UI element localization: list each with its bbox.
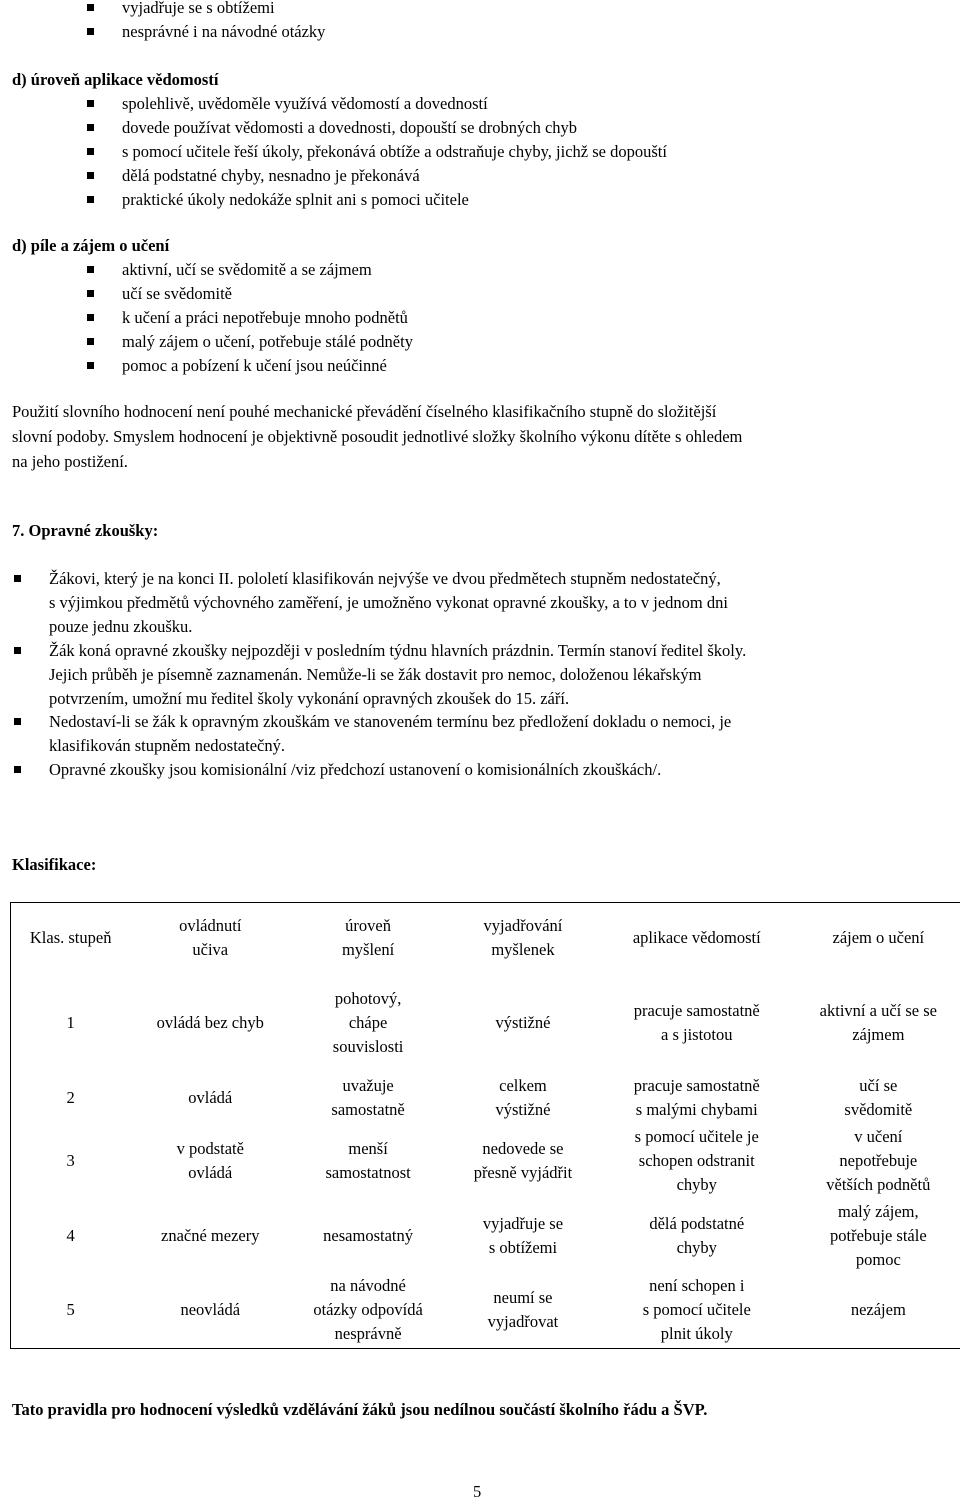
- table-row: [11, 973, 960, 1073]
- list-item: dělá podstatné chyby, nesnadno je překonává: [122, 164, 420, 188]
- table-cell: 1: [11, 973, 131, 1073]
- list-item: aktivní, učí se svědomitě a se zájmem: [122, 258, 372, 282]
- list-item: s pomocí učitele řeší úkoly, překonává obtíže a odstraňuje chyby, jichž se dopouští: [122, 140, 667, 164]
- bullet-icon: [87, 196, 94, 203]
- table-cell: menší samostatnost: [290, 1123, 446, 1199]
- bullet-icon: [87, 4, 94, 11]
- table-cell: malý zájem, potřebuje stále pomoc: [794, 1199, 960, 1273]
- table-cell: není schopen i s pomocí učitele plnit úkoly: [600, 1273, 794, 1349]
- header-ovladnuti-uciva: ovládnutí učiva: [130, 903, 290, 973]
- table-row: [11, 1073, 960, 1123]
- list-item: učí se svědomitě: [122, 282, 232, 306]
- bullet-icon: [87, 100, 94, 107]
- list-item-continuation: s výjimkou předmětů výchovného zaměření, je umožněno vykonat opravné zkoušky, a to v jednom dni: [49, 591, 728, 615]
- table-row: [11, 1123, 960, 1199]
- header-klas-stupen: Klas. stupeň: [11, 903, 131, 973]
- table-cell: pohotový, chápe souvislosti: [290, 973, 446, 1073]
- paragraph-line: slovní podoby. Smyslem hodnocení je objektivně posoudit jednotlivé složky školního výkonu dítěte s ohledem: [12, 425, 742, 449]
- list-item: malý zájem o učení, potřebuje stálé podněty: [122, 330, 413, 354]
- table-cell: nesamostatný: [290, 1199, 446, 1273]
- bullet-icon: [14, 575, 21, 582]
- section-heading: 7. Opravné zkoušky:: [12, 519, 158, 543]
- paragraph-line: na jeho postižení.: [12, 450, 128, 474]
- table-row: [11, 1273, 960, 1349]
- list-item: praktické úkoly nedokáže splnit ani s pomoci učitele: [122, 188, 469, 212]
- list-item: vyjadřuje se s obtížemi: [122, 0, 275, 20]
- bullet-icon: [14, 718, 21, 725]
- classification-table: [10, 902, 960, 1349]
- table-cell: uvažuje samostatně: [290, 1073, 446, 1123]
- table-cell: pracuje samostatně a s jistotou: [600, 973, 794, 1073]
- table-cell: značné mezery: [130, 1199, 290, 1273]
- table-cell: neovládá: [130, 1273, 290, 1349]
- list-item: Žák koná opravné zkoušky nejpozději v posledním týdnu hlavních prázdnin. Termín stanoví ředitel školy.: [49, 639, 746, 663]
- table-cell: pracuje samostatně s malými chybami: [600, 1073, 794, 1123]
- bullet-icon: [87, 290, 94, 297]
- table-cell: 4: [11, 1199, 131, 1273]
- list-item-continuation: pouze jednu zkoušku.: [49, 615, 192, 639]
- footer-note: Tato pravidla pro hodnocení výsledků vzdělávání žáků jsou nedílnou součástí školního řádu a ŠVP.: [12, 1398, 707, 1422]
- table-cell: neumí se vyjadřovat: [446, 1273, 600, 1349]
- list-item: Opravné zkoušky jsou komisionální /viz předchozí ustanovení o komisionálních zkouškách/.: [49, 758, 661, 782]
- list-item: pomoc a pobízení k učení jsou neúčinné: [122, 354, 387, 378]
- header-vyjadrovani: vyjadřování myšlenek: [446, 903, 600, 973]
- table-cell: učí se svědomitě: [794, 1073, 960, 1123]
- table-cell: 2: [11, 1073, 131, 1123]
- paragraph-line: Použití slovního hodnocení není pouhé mechanické převádění číselného klasifikačního stupně do složitější: [12, 400, 716, 424]
- table-cell: 3: [11, 1123, 131, 1199]
- bullet-icon: [87, 172, 94, 179]
- bullet-icon: [87, 148, 94, 155]
- table-cell: 5: [11, 1273, 131, 1349]
- table-cell: celkem výstižné: [446, 1073, 600, 1123]
- bullet-icon: [87, 362, 94, 369]
- table-cell: ovládá: [130, 1073, 290, 1123]
- table-cell: ovládá bez chyb: [130, 973, 290, 1073]
- header-zajem: zájem o učení: [794, 903, 960, 973]
- table-cell: na návodné otázky odpovídá nesprávně: [290, 1273, 446, 1349]
- bullet-icon: [87, 314, 94, 321]
- bullet-icon: [14, 647, 21, 654]
- table-cell: aktivní a učí se se zájmem: [794, 973, 960, 1073]
- table-row: [11, 1199, 960, 1273]
- list-item-continuation: klasifikován stupněm nedostatečný.: [49, 734, 285, 758]
- table-cell: v učení nepotřebuje větších podnětů: [794, 1123, 960, 1199]
- page-number: 5: [473, 1480, 481, 1504]
- section-heading: Klasifikace:: [12, 853, 96, 877]
- list-item-continuation: Jejich průběh je písemně zaznamenán. Nemůže-li se žák dostavit pro nemoc, doloženou lékařským: [49, 663, 701, 687]
- list-item: Žákovi, který je na konci II. pololetí klasifikován nejvýše ve dvou předmětech stupněm nedostatečný,: [49, 567, 721, 591]
- bullet-icon: [87, 28, 94, 35]
- list-item-continuation: potvrzením, umožní mu ředitel školy vykonání opravných zkoušek do 15. září.: [49, 687, 569, 711]
- header-aplikace: aplikace vědomostí: [600, 903, 794, 973]
- table-cell: s pomocí učitele je schopen odstranit chyby: [600, 1123, 794, 1199]
- section-heading: d) úroveň aplikace vědomostí: [12, 68, 218, 92]
- table-cell: v podstatě ovládá: [130, 1123, 290, 1199]
- table-cell: nedovede se přesně vyjádřit: [446, 1123, 600, 1199]
- table-cell: vyjadřuje se s obtížemi: [446, 1199, 600, 1273]
- list-item: dovede používat vědomosti a dovednosti, dopouští se drobných chyb: [122, 116, 577, 140]
- bullet-icon: [87, 124, 94, 131]
- list-item: spolehlivě, uvědoměle využívá vědomostí a dovedností: [122, 92, 488, 116]
- bullet-icon: [87, 338, 94, 345]
- table-cell: dělá podstatné chyby: [600, 1199, 794, 1273]
- section-heading: d) píle a zájem o učení: [12, 234, 169, 258]
- list-item: Nedostaví-li se žák k opravným zkouškám ve stanoveném termínu bez předložení dokladu o nemoci, je: [49, 710, 731, 734]
- list-item: nesprávné i na návodné otázky: [122, 20, 325, 44]
- list-item: k učení a práci nepotřebuje mnoho podnětů: [122, 306, 408, 330]
- header-uroven-mysleni: úroveň myšlení: [290, 903, 446, 973]
- table-header-row: [11, 903, 960, 973]
- table-cell: výstižné: [446, 973, 600, 1073]
- bullet-icon: [87, 266, 94, 273]
- table-cell: nezájem: [794, 1273, 960, 1349]
- bullet-icon: [14, 766, 21, 773]
